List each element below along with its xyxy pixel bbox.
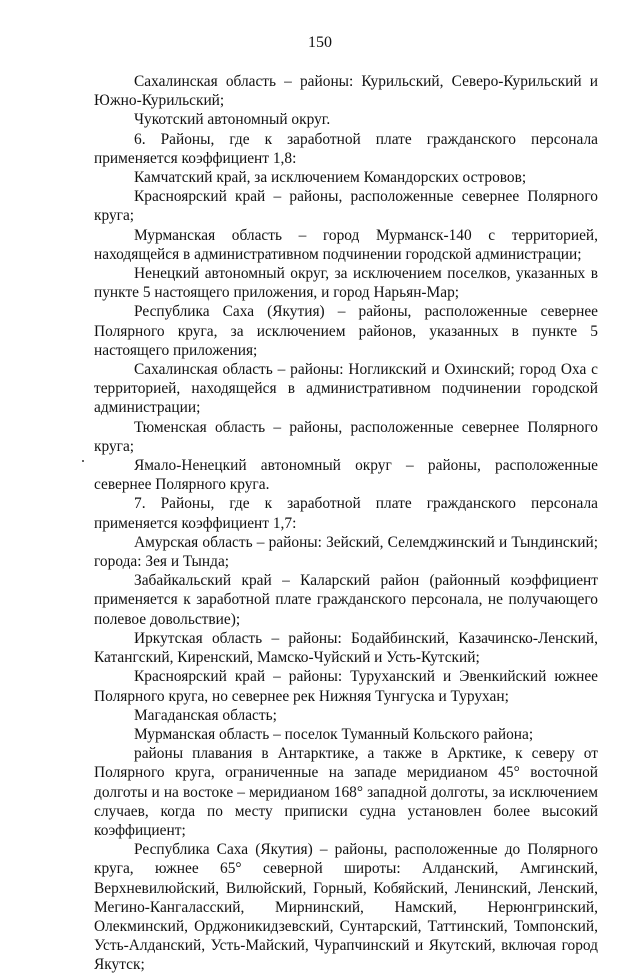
- scan-speck: [82, 460, 84, 462]
- paragraph: Красноярский край – районы: Туруханский и Эвенкийский южнее Полярного круга, но севернее рек Нижняя Тунгуска и Турухан;: [94, 668, 598, 705]
- paragraph: 6. Районы, где к заработной плате гражданского персонала применяется коэффициент 1,8:: [94, 130, 598, 167]
- paragraph: Мурманская область – поселок Туманный Кольского района;: [134, 725, 534, 743]
- page-number: 150: [308, 34, 332, 51]
- paragraph: Амурская область – районы: Зейский, Селемджинский и Тындинский; города: Зея и Тында;: [94, 533, 598, 571]
- paragraph: Сахалинская область – районы: Ногликский и Охинский; город Оха с территорией, находящейся в административном подчинении городской администрации;: [94, 361, 598, 417]
- paragraph: Республика Саха (Якутия) – районы, расположенные севернее Полярного круга, за исключением районов, указанных в пункте 5 настоящего приложения;: [94, 303, 598, 359]
- paragraph: Республика Саха (Якутия) – районы, расположенные до Полярного круга, южнее 65° северной широты: Алданский, Амгинский, Верхневилюйский, Вилюйский, Горный, Кобяйский, Ленинский, Ленский, Мегино-Кангаласский, Мирнинский, Намский, Нерюнгринский, Олекминский, Орджоникидзевский, Сунтарский, Таттинский, Томпонский, Усть-Алданский, Усть-Майский, Чурапчинский и Якутский, включая город Якутск;: [94, 841, 598, 974]
- paragraph: 7. Районы, где к заработной плате гражданского персонала применяется коэффициент 1,7:: [94, 495, 598, 532]
- paragraph: Сахалинская область – районы: Курильский, Северо-Курильский и Южно-Курильский;: [94, 73, 598, 110]
- paragraph: Красноярский край – районы, расположенные севернее Полярного круга;: [94, 188, 598, 225]
- paragraph: Забайкальский край – Каларский район (районный коэффициент применяется к заработной плате гражданского персонала, не получающего полевое довольствие);: [94, 572, 598, 628]
- paragraph: Ненецкий автономный округ, за исключением поселков, указанных в пункте 5 настоящего приложения, и город Нарьян-Мар;: [94, 265, 598, 302]
- paragraph: Ямало-Ненецкий автономный округ – районы, расположенные севернее Полярного круга.: [94, 457, 598, 494]
- document-body: [94, 72, 598, 975]
- paragraph: Чукотский автономный округ.: [134, 111, 331, 129]
- paragraph: Тюменская область – районы, расположенные севернее Полярного круга;: [94, 418, 598, 455]
- paragraph: Магаданская область;: [134, 706, 277, 724]
- paragraph: районы плавания в Антарктике, а также в Арктике, к северу от Полярного круга, ограниченные на западе меридианом 45° восточной долготы и на востоке – меридианом 168° западной долготы, за исключением случаев, когда по месту приписки судна установлен более высокий коэффициент;: [94, 745, 598, 839]
- paragraph: Мурманская область – город Мурманск-140 с территорией, находящейся в административном подчинении городской администрации;: [94, 226, 598, 263]
- paragraph: Камчатский край, за исключением Командорских островов;: [134, 169, 527, 187]
- paragraph: Иркутская область – районы: Бодайбинский, Казачинско-Ленский, Катангский, Киренский, Мамско-Чуйский и Усть-Кутский;: [94, 629, 598, 667]
